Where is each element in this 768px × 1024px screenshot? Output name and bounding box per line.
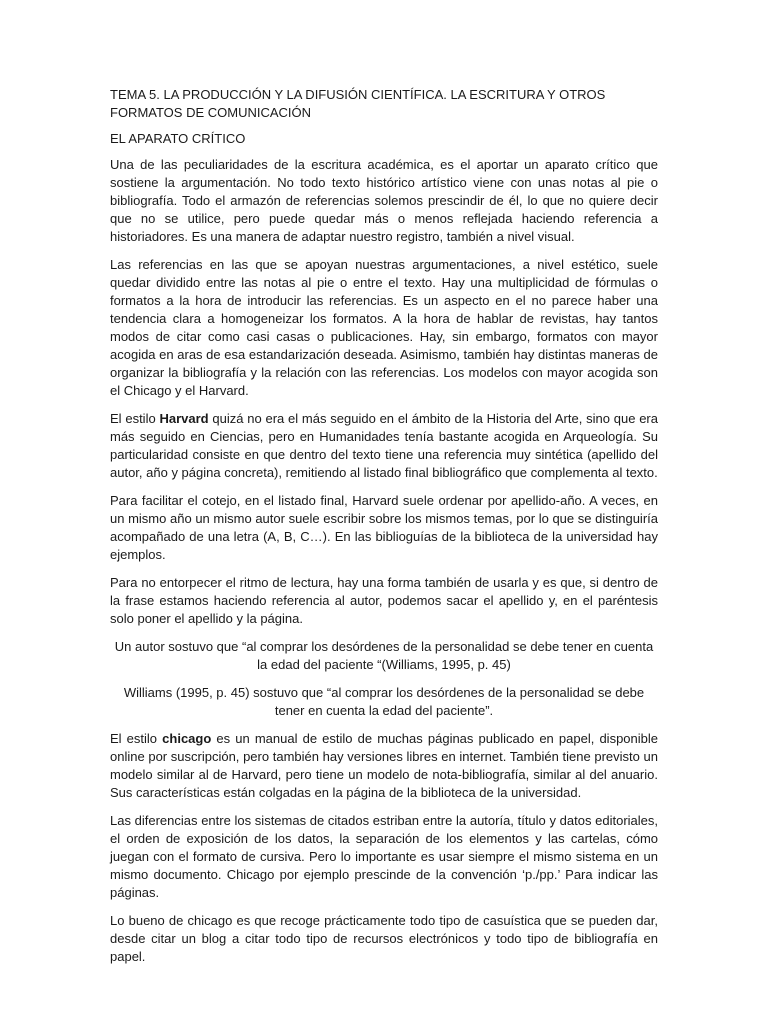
citation-example-1: Un autor sostuvo que “al comprar los desórdenes de la personalidad se debe tener en cuenta la edad del paciente “(Williams, 1995, p. 45) xyxy=(114,639,654,672)
paragraph-6 xyxy=(110,730,658,802)
paragraph-7: Las diferencias entre los sistemas de citados estriban entre la autoría, título y datos editoriales, el orden de exposición de los datos, la separación de los elementos y las cartelas, cómo juegan con el formato de cursiva. Pero lo importante es usar siempre el mismo sistema en un mismo documento. Chicago por ejemplo prescinde de la convención ‘p./pp.’ Para indicar las páginas. xyxy=(110,813,658,900)
chicago-term: chicago xyxy=(162,731,212,746)
paragraph-5: Para no entorpecer el ritmo de lectura, hay una forma también de usarla y es que, si dentro de la frase estamos haciendo referencia al autor, podemos sacar el apellido y, en el paréntesis solo poner el apellido y la página. xyxy=(110,575,658,626)
paragraph-3-lead: El estilo xyxy=(110,411,160,426)
paragraph-3 xyxy=(110,410,658,482)
paragraph-1: Una de las peculiaridades de la escritura académica, es el aportar un aparato crítico que sostiene la argumentación. No todo texto histórico artístico viene con unas notas al pie o bibliografía. Todo el armazón de referencias solemos prescindir de él, lo que no quiere decir que no se utilice, pero puede quedar más o menos reflejada haciendo referencia a historiadores. Es una manera de adaptar nuestro registro, también a nivel visual. xyxy=(110,157,658,244)
paragraph-2: Las referencias en las que se apoyan nuestras argumentaciones, a nivel estético, suele quedar dividido entre las notas al pie o entre el texto. Hay una multiplicidad de fórmulas o formatos a la hora de introducir las referencias. Es un aspecto en el no parece haber una tendencia clara a homogeneizar los formatos. A la hora de hablar de revistas, hay tantos modos de citar como casi casas o publicaciones. Hay, sin embargo, formatos con mayor acogida en aras de esa estandarización deseada. Asimismo, también hay distintas maneras de organizar la bibliografía y la relación con las referencias. Los modelos con mayor acogida son el Chicago y el Harvard. xyxy=(110,257,658,398)
paragraph-6-lead: El estilo xyxy=(110,731,163,746)
paragraph-8: Lo bueno de chicago es que recoge prácticamente todo tipo de casuística que se pueden dar, desde citar un blog a citar todo tipo de recursos electrónicos y todo tipo de bibliografía en papel. xyxy=(110,913,658,964)
document-page xyxy=(110,86,658,976)
document-title: TEMA 5. LA PRODUCCIÓN Y LA DIFUSIÓN CIENTÍFICA. LA ESCRITURA Y OTROS FORMATOS DE COMUNICACIÓN xyxy=(110,87,606,120)
paragraph-6-body: es un manual de estilo de muchas páginas publicado en papel, disponible online por suscripción, pero también hay versiones libres en internet. También tiene previsto un modelo similar al de Harvard, pero tiene un modelo de nota-bibliografía, similar al del anuario. Sus características están colgadas en la página de la biblioteca de la universidad. xyxy=(110,731,658,800)
citation-example-2: Williams (1995, p. 45) sostuvo que “al comprar los desórdenes de la personalidad se debe tener en cuenta la edad del paciente”. xyxy=(123,685,645,718)
section-heading: EL APARATO CRÍTICO xyxy=(110,131,246,146)
harvard-term: Harvard xyxy=(159,411,209,426)
paragraph-4: Para facilitar el cotejo, en el listado final, Harvard suele ordenar por apellido-año. A veces, en un mismo año un mismo autor suele escribir sobre los mismos temas, por lo que se distinguiría acompañado de una letra (A, B, C…). En las biblioguías de la biblioteca de la universidad hay ejemplos. xyxy=(110,493,658,562)
paragraph-3-body: quizá no era el más seguido en el ámbito de la Historia del Arte, sino que era más seguido en Ciencias, pero en Humanidades tenía bastante acogida en Arqueología. Su particularidad consiste en que dentro del texto tiene una referencia muy sintética (apellido del autor, año y página concreta), remitiendo al listado final bibliográfico que complementa al texto. xyxy=(110,411,658,480)
